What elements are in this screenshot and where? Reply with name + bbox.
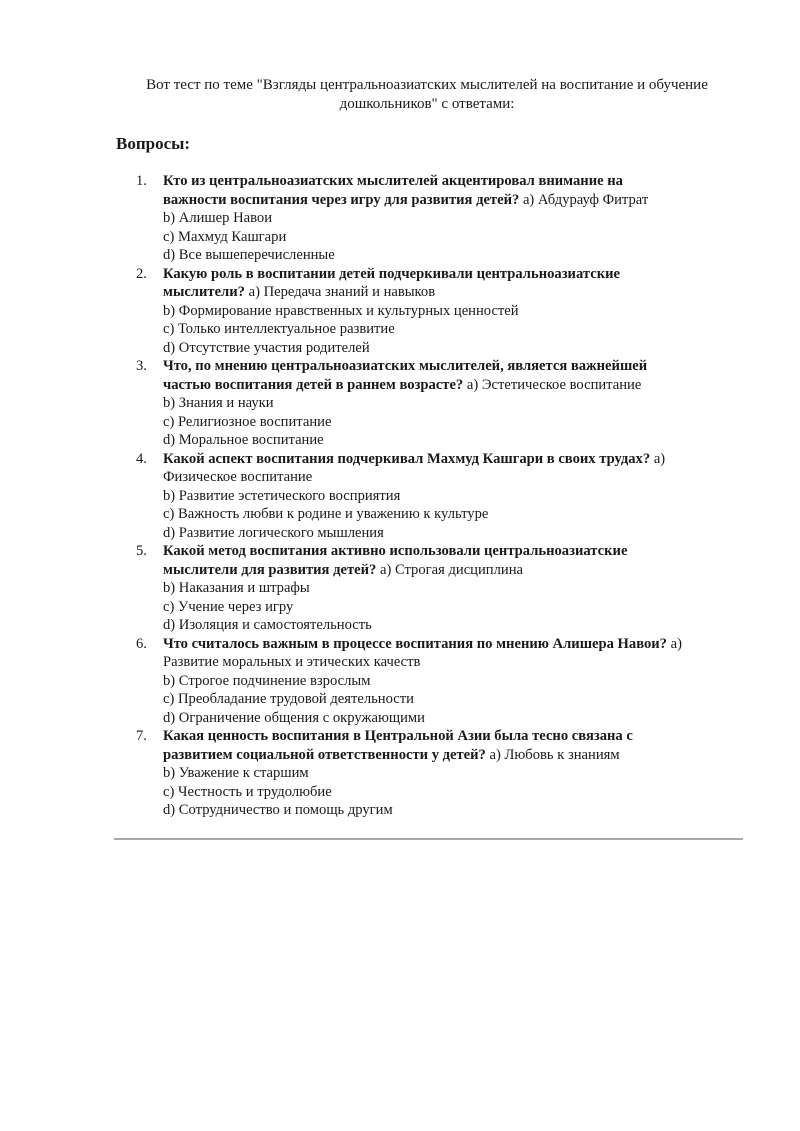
answer-option-c: c) Махмуд Кашгари <box>163 228 287 245</box>
questions-heading: Вопросы: <box>116 134 191 153</box>
question-item <box>136 635 746 728</box>
answer-option-c: c) Учение через игру <box>163 598 294 615</box>
answer-option-a: a) Абдурауф Фитрат <box>522 191 649 208</box>
answer-option-b: b) Развитие эстетического восприятия <box>163 487 401 504</box>
answer-option-c: c) Религиозное воспитание <box>163 413 332 430</box>
question-number: 3. <box>136 358 147 374</box>
answer-option-a: a) Развитие моральных и этических качеств <box>163 635 682 670</box>
answer-option-b: b) Уважение к старшим <box>163 765 309 781</box>
answer-option-d: d) Отсутствие участия родителей <box>163 339 370 356</box>
intro-line-1: Вот тест по теме "Взгляды центральноазиатских мыслителей на воспитание и обучение <box>146 77 708 93</box>
answer-option-b: b) Строгое подчинение взрослым <box>163 672 371 689</box>
question-text: Кто из центральноазиатских мыслителей акцентировал внимание на важности воспитания через игру для развития детей? <box>163 173 623 208</box>
intro-line-2: дошкольников" с ответами: <box>339 96 515 112</box>
answer-option-d: d) Моральное воспитание <box>163 432 324 448</box>
question-text: Какая ценность воспитания в Центральной Азии была тесно связана с развитием социальной ответственности у детей? <box>163 728 633 763</box>
question-number: 4. <box>136 450 147 467</box>
answer-option-b: b) Знания и науки <box>163 395 274 411</box>
question-text: Какую роль в воспитании детей подчеркивали центральноазиатские мыслители? <box>163 265 621 300</box>
answer-option-d: d) Сотрудничество и помощь другим <box>163 802 393 818</box>
question-item <box>136 172 746 265</box>
question-text: Какой аспект воспитания подчеркивал Махмуд Кашгари в своих трудах? <box>163 450 651 467</box>
question-number: 2. <box>136 265 147 282</box>
question-number: 7. <box>136 728 147 744</box>
intro-paragraph <box>112 76 742 114</box>
question-item <box>136 450 746 543</box>
answer-option-a: a) Эстетическое воспитание <box>466 376 642 393</box>
question-item <box>136 542 746 635</box>
question-item <box>136 265 746 358</box>
answer-option-a: a) Строгая дисциплина <box>379 561 523 578</box>
answer-option-a: a) Физическое воспитание <box>163 450 666 485</box>
question-item <box>136 357 746 450</box>
answer-option-c: c) Преобладание трудовой деятельности <box>163 691 414 707</box>
answer-option-a: a) Передача знаний и навыков <box>248 284 436 300</box>
answer-option-c: c) Честность и трудолюбие <box>163 783 332 800</box>
question-item <box>136 727 746 820</box>
answer-option-d: d) Ограничение общения с окружающими <box>163 709 425 726</box>
answer-option-d: d) Изоляция и самостоятельность <box>163 617 372 633</box>
answer-option-c: c) Важность любви к родине и уважению к культуре <box>163 506 489 522</box>
answer-option-b: b) Формирование нравственных и культурных ценностей <box>163 302 519 319</box>
question-number: 6. <box>136 635 147 652</box>
horizontal-divider <box>114 838 743 840</box>
questions-list <box>136 172 746 820</box>
answer-option-a: a) Любовь к знаниям <box>489 746 620 763</box>
question-text: Что считалось важным в процессе воспитания по мнению Алишера Навои? <box>163 635 667 652</box>
question-text: Какой метод воспитания активно использовали центральноазиатские мыслители для развития детей? <box>163 543 628 578</box>
answer-option-b: b) Наказания и штрафы <box>163 580 310 596</box>
answer-option-d: d) Развитие логического мышления <box>163 524 384 541</box>
answer-option-b: b) Алишер Навои <box>163 210 273 226</box>
answer-option-d: d) Все вышеперечисленные <box>163 247 335 263</box>
answer-option-c: c) Только интеллектуальное развитие <box>163 321 395 337</box>
question-number: 5. <box>136 543 147 559</box>
question-text: Что, по мнению центральноазиатских мыслителей, является важнейшей частью воспитания детей в раннем возрасте? <box>163 358 648 393</box>
question-number: 1. <box>136 173 147 189</box>
